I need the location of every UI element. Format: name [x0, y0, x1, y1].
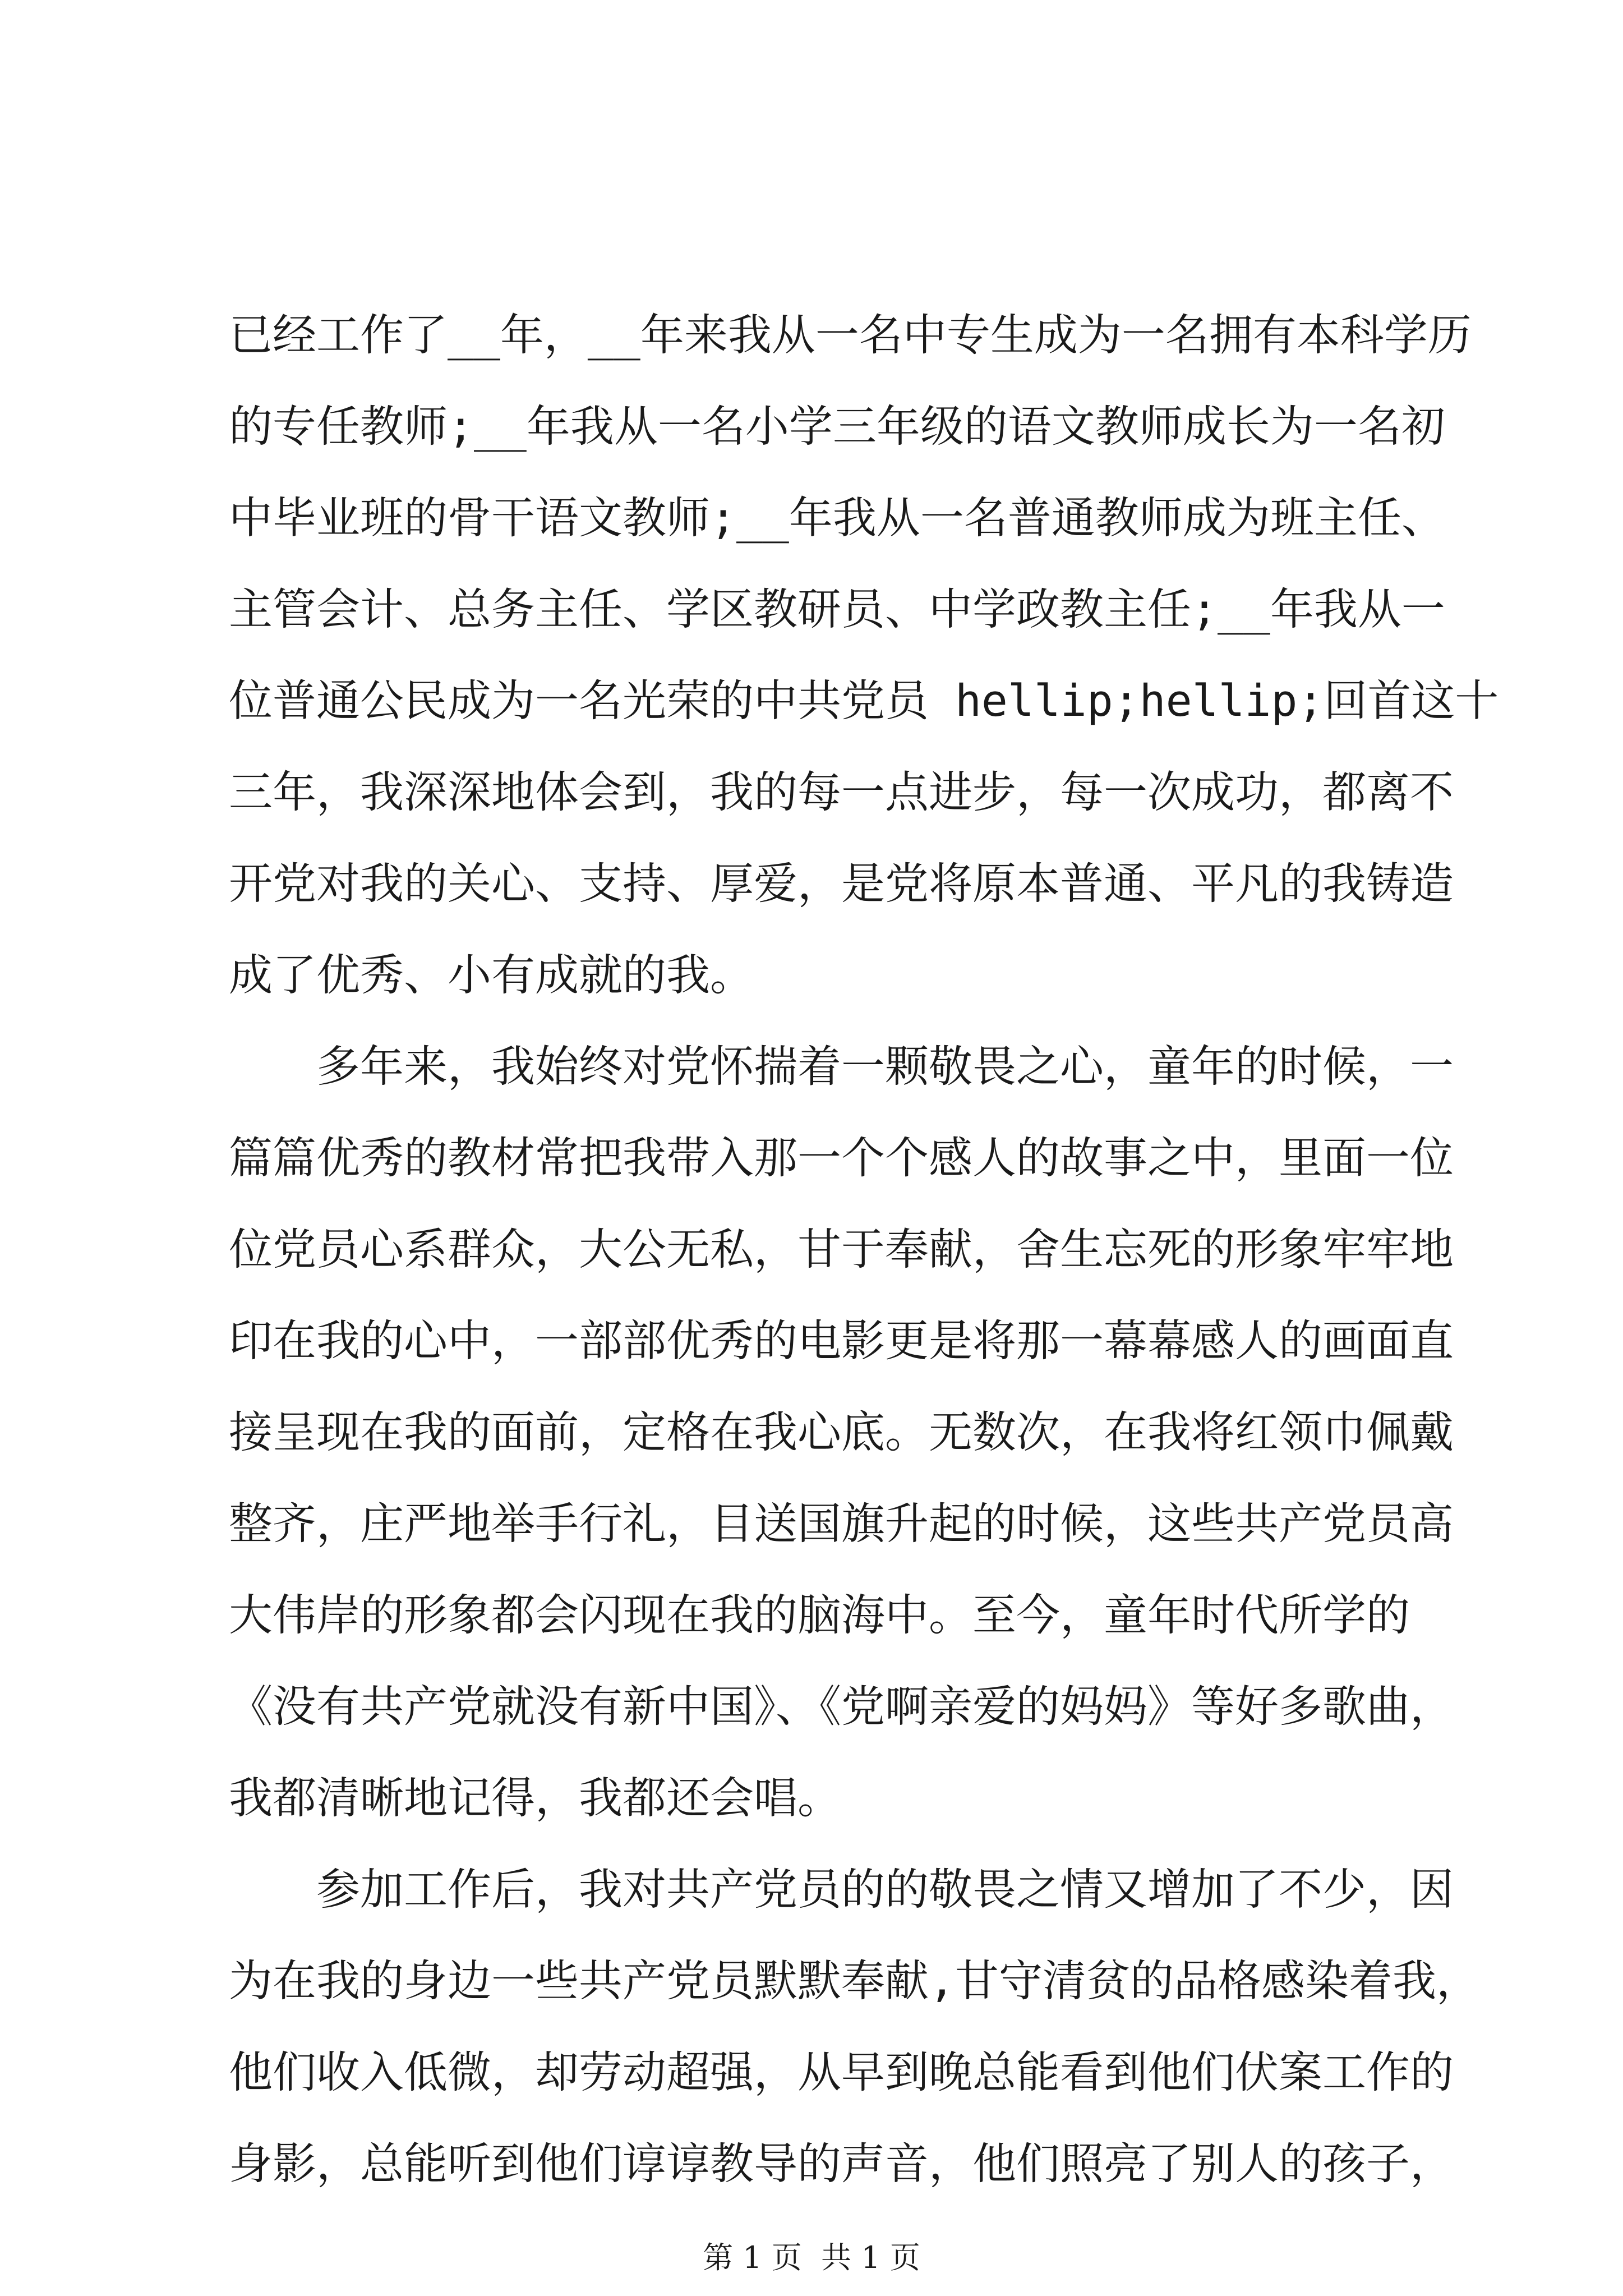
- text-line-2: 的专任教师;__年我从一名小学三年级的语文教师成长为一名初: [229, 402, 1445, 452]
- text-line-4: 主管会计、总务主任、学区教研员、中学政教主任;__年我从一: [229, 585, 1445, 635]
- text-line-15: 大伟岸的形象都会闪现在我的脑海中。至今，童年时代所学的: [229, 1590, 1410, 1641]
- text-line-17: 我都清晰地记得，我都还会唱。: [229, 1773, 842, 1824]
- text-line-10: 篇篇优秀的教材常把我带入那一个个感人的故事之中，里面一位: [229, 1133, 1454, 1184]
- text-line-3: 中毕业班的骨干语文教师;__年我从一名普通教师成为班主任、: [229, 493, 1445, 544]
- text-line-6: 三年，我深深地体会到，我的每一点进步，每一次成功，都离不: [229, 767, 1454, 818]
- text-line-19: 为在我的身边一些共产党员默默奉献,甘守清贫的品格感染着我，: [229, 1956, 1480, 2007]
- text-line-1: 已经工作了__年，__年来我从一名中专生成为一名拥有本科学历: [229, 310, 1472, 361]
- text-line-18: 参加工作后，我对共产党员的的敬畏之情又增加了不少，因: [229, 1865, 1454, 1915]
- text-line-5: 位普通公民成为一名光荣的中共党员 hellip;hellip;回首这十: [229, 676, 1499, 726]
- text-line-16: 《没有共产党就没有新中国》、《党啊亲爱的妈妈》等好多歌曲，: [229, 1682, 1454, 1732]
- text-line-9: 多年来，我始终对党怀揣着一颗敬畏之心，童年的时候，一: [229, 1042, 1454, 1092]
- text-line-11: 位党员心系群众，大公无私，甘于奉献，舍生忘死的形象牢牢地: [229, 1225, 1454, 1275]
- page-footer: 第 1 页 共 1 页: [703, 2240, 920, 2275]
- text-line-21: 身影，总能听到他们谆谆教导的声音，他们照亮了别人的孩子，: [229, 2139, 1454, 2189]
- text-line-12: 印在我的心中，一部部优秀的电影更是将那一幕幕感人的画面直: [229, 1316, 1454, 1366]
- text-line-7: 开党对我的关心、支持、厚爱，是党将原本普通、平凡的我铸造: [229, 859, 1454, 909]
- text-line-14: 整齐，庄严地举手行礼，目送国旗升起的时候，这些共产党员高: [229, 1499, 1454, 1549]
- text-line-20: 他们收入低微，却劳动超强，从早到晚总能看到他们伏案工作的: [229, 2047, 1454, 2098]
- text-line-8: 成了优秀、小有成就的我。: [229, 950, 754, 1001]
- text-line-13: 接呈现在我的面前，定格在我心底。无数次，在我将红领巾佩戴: [229, 1407, 1454, 1458]
